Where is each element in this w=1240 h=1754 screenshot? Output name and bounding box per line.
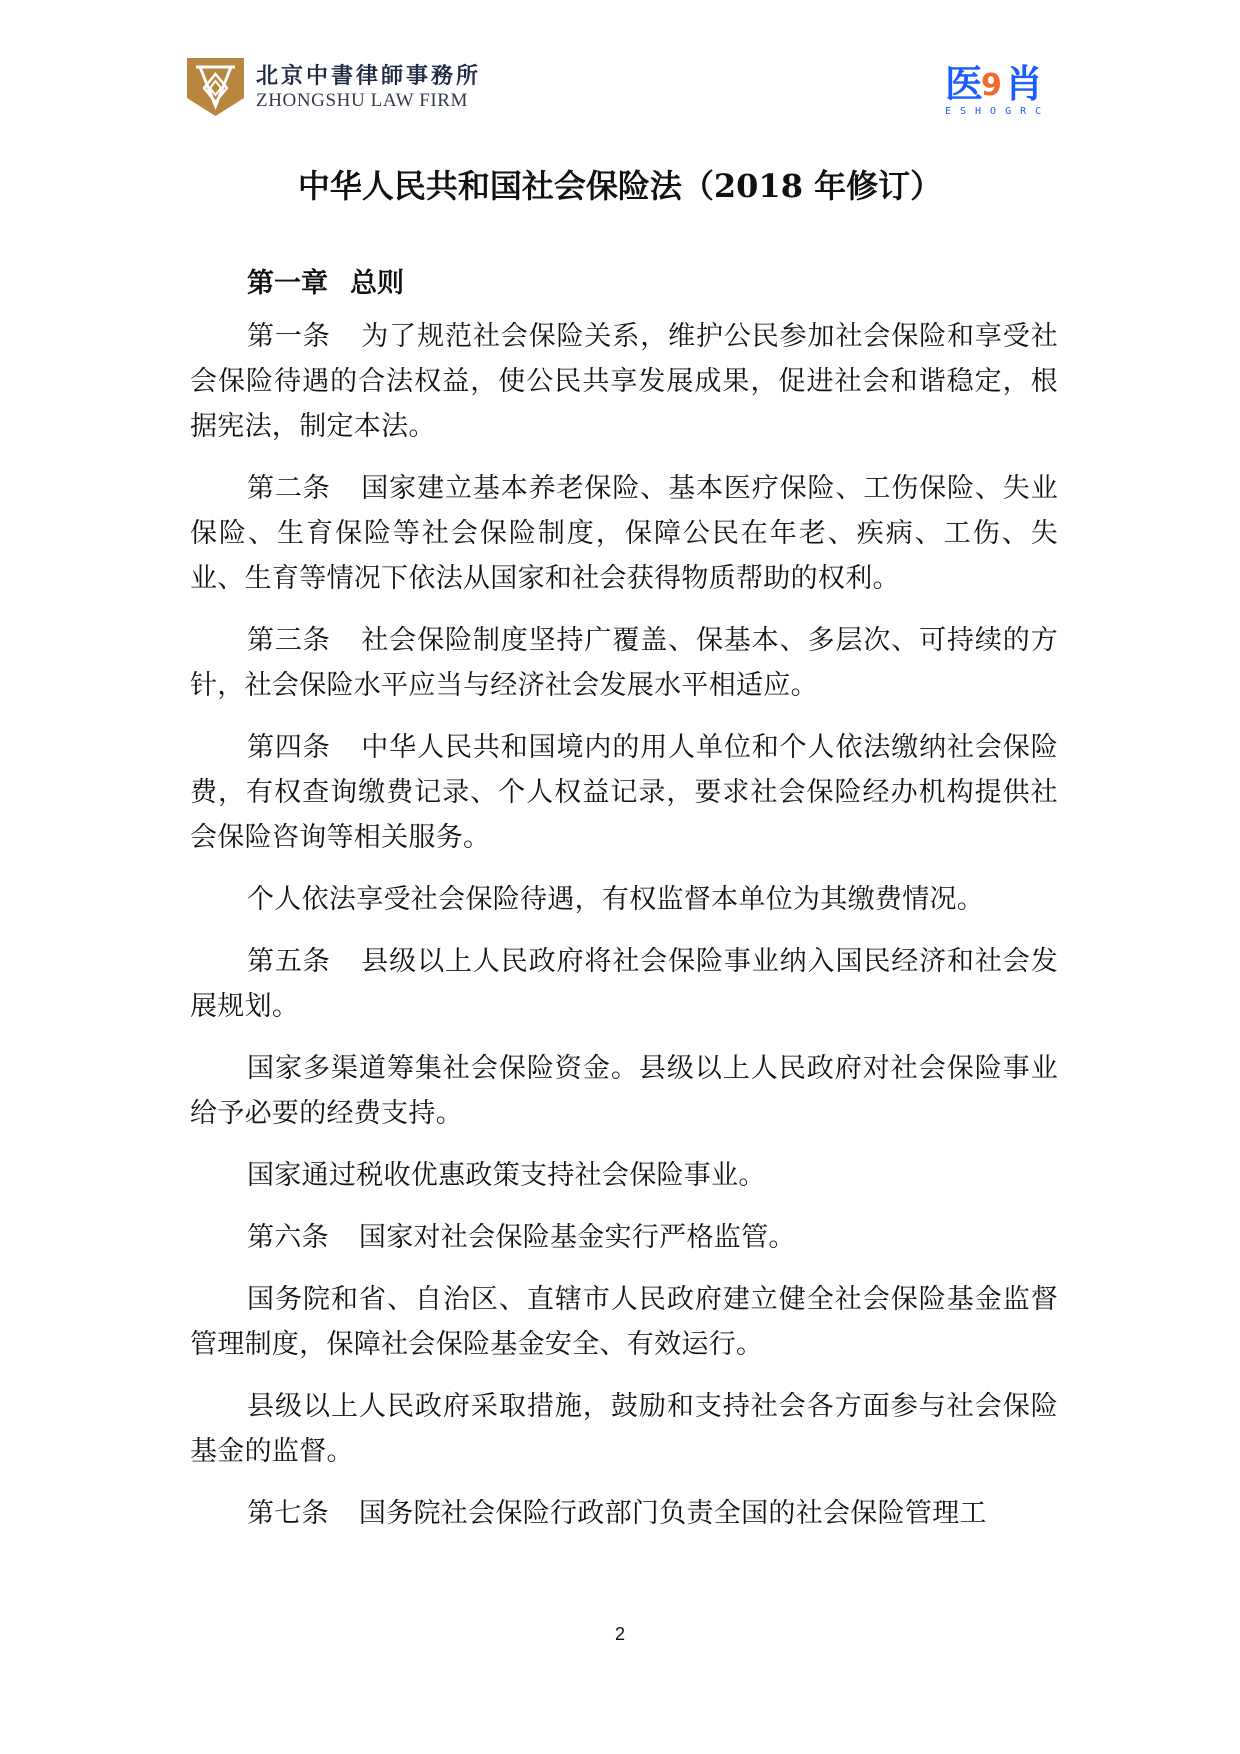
eshogrc-logo [945,64,1065,118]
page-header [0,0,1240,130]
document-title: 中华人民共和国社会保险法（2018 年修订） [297,167,943,205]
article-text: 国家建立基本养老保险、基本医疗保险、工伤保险、失业保险、生育保险等社会保险制度，保障公民在年老、疾病、工伤、失业、生育等情况下依法从国家和社会获得物质帮助的权利。 [190,473,1059,594]
article-text: 国务院社会保险行政部门负责全国的社会保险管理工 [358,1498,987,1529]
article-paragraph [190,618,1058,708]
law-firm-name-cn: 北京中書律師事務所 [256,63,482,89]
article-number: 第四条 [247,732,331,763]
page-number: 2 [614,1624,625,1644]
article-number: 第五条 [247,946,331,977]
clause-text: 国家通过税收优惠政策支持社会保险事业。 [247,1160,766,1191]
article-paragraph [190,314,1058,449]
law-firm-logo [187,57,481,117]
clause-paragraph [190,1277,1058,1367]
shield-diamond-icon [187,58,244,116]
clause-paragraph [190,1384,1058,1474]
article-paragraph [190,939,1058,1029]
article-number: 第二条 [247,473,331,504]
article-paragraph [190,725,1058,860]
article-paragraph [190,466,1058,601]
eshogrc-logo-char-yi: 医 [945,62,984,106]
clause-paragraph [190,877,1058,922]
article-number: 第一条 [247,321,331,352]
law-firm-name-en: ZHONGSHU LAW FIRM [256,90,469,111]
eshogrc-logo-char-xiao: 肖 9 [981,62,1044,106]
clause-text: 个人依法享受社会保险待遇，有权监督本单位为其缴费情况。 [247,884,985,915]
article-number: 第七条 [247,1498,329,1529]
article-number: 第六条 [247,1222,329,1253]
clause-text: 国务院和省、自治区、直辖市人民政府建立健全社会保险基金监督管理制度，保障社会保险基金安全、有效运行。 [190,1284,1058,1360]
article-text: 中华人民共和国境内的用人单位和个人依法缴纳社会保险费，有权查询缴费记录、个人权益记录，要求社会保险经办机构提供社会保险咨询等相关服务。 [190,732,1059,853]
chapter-name: 总则 [350,268,404,299]
article-number: 第三条 [247,625,331,656]
article-text: 县级以上人民政府将社会保险事业纳入国民经济和社会发展规划。 [190,946,1059,1022]
article-text: 为了规范社会保险关系，维护公民参加社会保险和享受社会保险待遇的合法权益，使公民共享发展成果，促进社会和谐稳定，根据宪法，制定本法。 [190,321,1059,442]
article-paragraph [190,1215,1058,1260]
clause-text: 县级以上人民政府采取措施，鼓励和支持社会各方面参与社会保险基金的监督。 [190,1391,1058,1467]
eshogrc-logo-text: ESHOGRC [945,106,1051,117]
clause-paragraph [190,1153,1058,1198]
chapter-heading [190,264,1058,304]
article-text: 社会保险制度坚持广覆盖、保基本、多层次、可持续的方针，社会保险水平应当与经济社会发展水平相适应。 [190,625,1059,701]
article-paragraph [190,1491,1058,1536]
article-text: 国家对社会保险基金实行严格监管。 [358,1222,796,1253]
eshogrc-accent-icon: 9 [981,68,1002,103]
clause-text: 国家多渠道筹集社会保险资金。县级以上人民政府对社会保险事业给予必要的经费支持。 [190,1053,1058,1129]
clause-paragraph [190,1046,1058,1136]
document-body [190,264,1058,1553]
chapter-number: 第一章 [247,268,328,299]
